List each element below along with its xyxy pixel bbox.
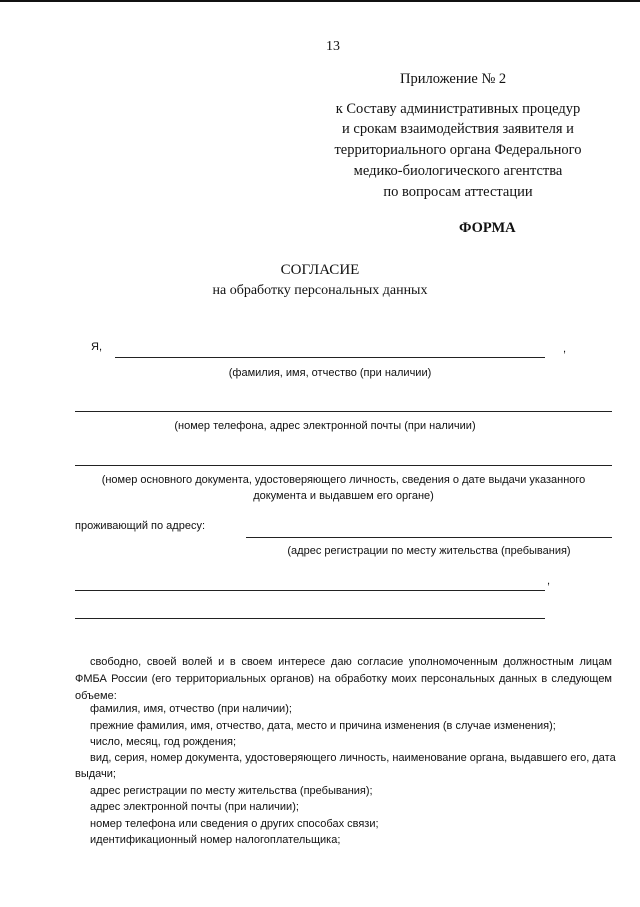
fio-field-line[interactable] bbox=[115, 357, 545, 358]
list-item: прежние фамилия, имя, отчество, дата, место и причина изменения (в случае изменения); bbox=[90, 720, 556, 732]
address-continuation-line[interactable] bbox=[75, 590, 545, 591]
document-caption: (номер основного документа, удостоверяющего личность, сведения о дате выдачи указанного bbox=[101, 474, 586, 486]
list-item: адрес электронной почты (при наличии); bbox=[90, 801, 299, 813]
appendix-line: медико-биологического агентства bbox=[353, 163, 563, 179]
appendix-line: к Составу административных процедур bbox=[335, 101, 581, 117]
document-subtitle: на обработку персональных данных bbox=[212, 283, 428, 298]
list-item: выдачи; bbox=[75, 768, 116, 780]
list-item: вид, серия, номер документа, удостоверяющего личность, наименование органа, выдавшего его, дата bbox=[90, 752, 616, 764]
appendix-line: по вопросам аттестации bbox=[383, 184, 533, 200]
i-label: Я, bbox=[91, 341, 102, 353]
residing-label: проживающий по адресу: bbox=[75, 520, 206, 532]
address-continuation-line[interactable] bbox=[75, 618, 545, 619]
document-caption: документа и выдавшем его органе) bbox=[253, 490, 434, 502]
appendix-line: территориального органа Федерального bbox=[334, 142, 582, 158]
list-item: число, месяц, год рождения; bbox=[90, 736, 237, 748]
list-item: фамилия, имя, отчество (при наличии); bbox=[90, 703, 292, 715]
appendix-line: и срокам взаимодействия заявителя и bbox=[342, 121, 574, 137]
consent-text: объеме: bbox=[75, 690, 117, 702]
comma: , bbox=[563, 343, 567, 355]
form-label: ФОРМА bbox=[459, 220, 516, 236]
address-caption: (адрес регистрации по месту жительства (пребывания) bbox=[287, 545, 571, 557]
phone-field-line[interactable] bbox=[75, 411, 612, 412]
phone-caption: (номер телефона, адрес электронной почты (при наличии) bbox=[174, 420, 476, 432]
document-field-line[interactable] bbox=[75, 465, 612, 466]
page-number: 13 bbox=[326, 39, 340, 54]
appendix-title: Приложение № 2 bbox=[400, 71, 507, 87]
document-title: СОГЛАСИЕ bbox=[280, 262, 360, 278]
comma: , bbox=[547, 575, 551, 587]
consent-text: свободно, своей волей и в своем интересе даю согласие уполномоченным должностным лицам bbox=[90, 656, 612, 668]
top-edge-line bbox=[0, 0, 640, 2]
list-item: номер телефона или сведения о других способах связи; bbox=[90, 818, 379, 830]
list-item: адрес регистрации по месту жительства (пребывания); bbox=[90, 785, 373, 797]
fio-caption: (фамилия, имя, отчество (при наличии) bbox=[228, 367, 432, 379]
list-item: идентификационный номер налогоплательщика; bbox=[90, 834, 341, 846]
consent-text: ФМБА России (его территориальных органов) на обработку моих персональных данных в следующем bbox=[75, 673, 612, 685]
address-field-line[interactable] bbox=[246, 537, 612, 538]
